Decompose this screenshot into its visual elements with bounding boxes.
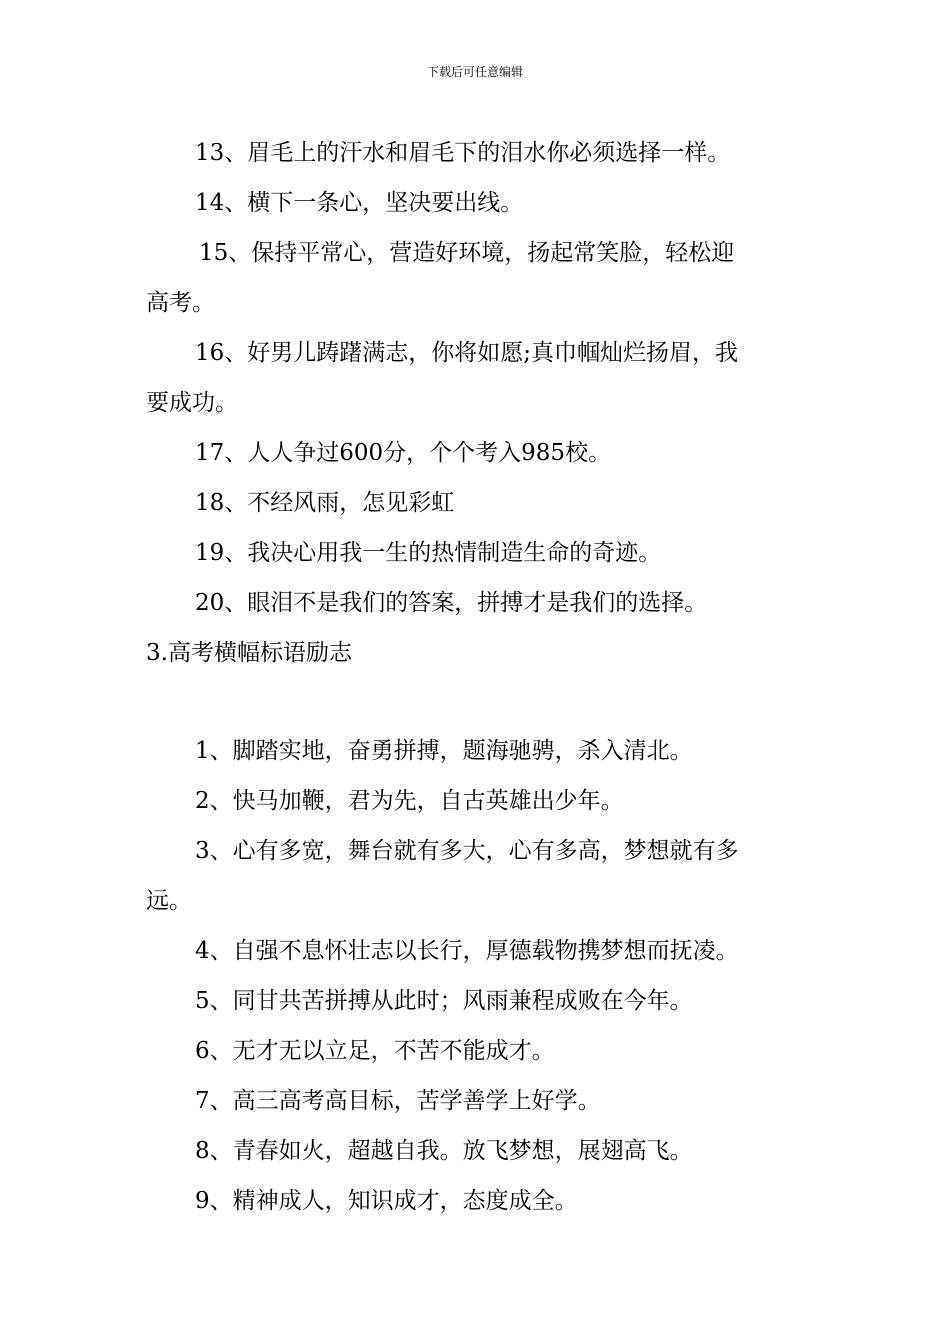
list-item: 4、自强不息怀壮志以长行，厚德载物携梦想而抚凌。 [195,938,739,964]
list-item: 17、人人争过600分，个个考入985校。 [195,440,612,466]
list-item: 6、无才无以立足，不苦不能成才。 [195,1038,555,1064]
section-heading: 3.高考横幅标语励志 [146,640,352,666]
list-item: 20、眼泪不是我们的答案，拼搏才是我们的选择。 [195,590,708,616]
list-item: 8、青春如火，超越自我。放飞梦想，展翅高飞。 [195,1138,693,1164]
list-item: 9、精神成人，知识成才，态度成全。 [195,1188,578,1214]
list-item: 14、横下一条心，坚决要出线。 [195,190,524,216]
list-item: 2、快马加鞭，君为先，自古英雄出少年。 [195,788,624,814]
list-item: 7、高三高考高目标，苦学善学上好学。 [195,1088,601,1114]
list-item: 16、好男儿踌躇满志，你将如愿;真巾帼灿烂扬眉，我 [195,340,739,366]
list-item: 15、保持平常心，营造好环境，扬起常笑脸，轻松迎 [199,240,735,266]
document-body [146,128,810,1226]
list-item-continuation: 要成功。 [146,390,238,416]
list-item: 18、不经风雨，怎见彩虹 [195,490,455,516]
list-item: 19、我决心用我一生的热情制造生命的奇迹。 [195,540,662,566]
list-item-continuation: 高考。 [146,290,215,316]
list-item: 3、心有多宽，舞台就有多大，心有多高，梦想就有多 [195,838,739,864]
list-item: 13、眉毛上的汗水和眉毛下的泪水你必须选择一样。 [195,140,731,166]
list-item: 1、脚踏实地，奋勇拼搏，题海驰骋，杀入清北。 [195,738,693,764]
blank-line [146,678,810,726]
list-item: 5、同甘共苦拼搏从此时；风雨兼程成败在今年。 [195,988,693,1014]
list-item-continuation: 远。 [146,888,192,914]
page-header: 下载后可任意编辑 [426,65,523,79]
